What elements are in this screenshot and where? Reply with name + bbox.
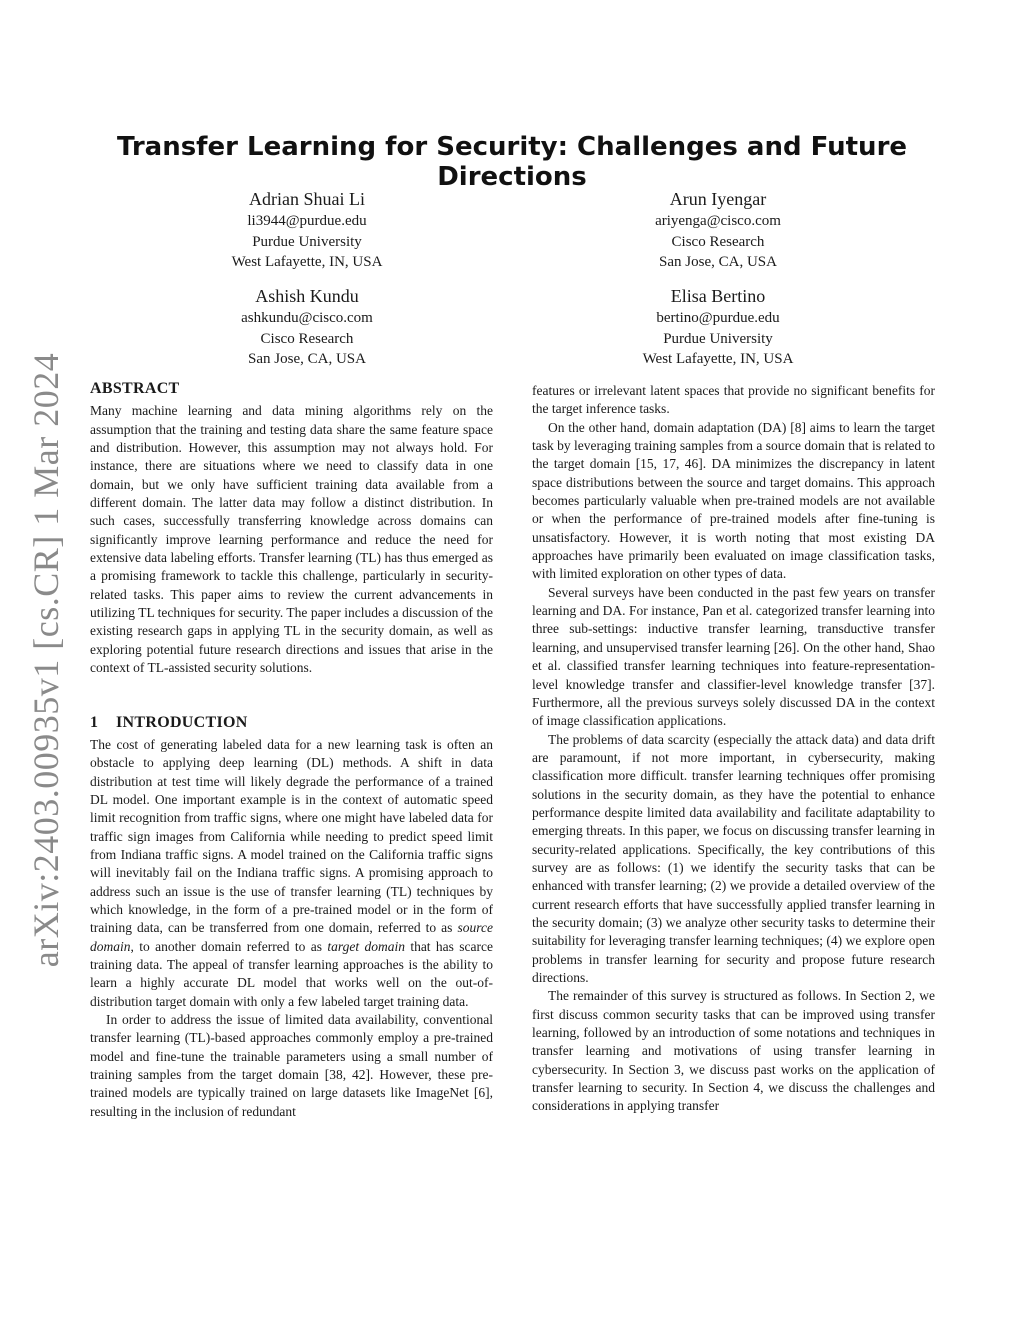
- author-name: Arun Iyengar: [669, 189, 767, 209]
- author-block: [157, 187, 457, 273]
- paragraph: features or irrelevant latent spaces that provide no significant benefits for the target inference tasks.: [532, 383, 935, 417]
- author-block: [157, 284, 457, 370]
- arxiv-stamp: [16, 352, 76, 968]
- author-location: West Lafayette, IN, USA: [642, 351, 794, 367]
- author-block: [568, 284, 868, 370]
- paragraph: Several surveys have been conducted in the past few years on transfer learning and DA. For instance, Pan et al. categorized transfer learning into three sub-settings: inductive transfer learning, transductive transfer learning, and unsupervised transfer learning [26]. On the other hand, Shao et al. classified transfer learning techniques into feature-representation-level knowledge transfer and classifier-level knowledge transfer [37]. Furthermore, all the previous surveys solely discussed DA in the context of image classification applications.: [532, 584, 935, 729]
- author-email: bertino@purdue.edu: [656, 310, 780, 326]
- left-column: [90, 380, 493, 1121]
- paragraph: The remainder of this survey is structured as follows. In Section 2, we first discuss common security tasks that can be improved using transfer learning, followed by an introduction of some notations and techniques in transfer learning and motivations of using transfer learning in cybersecurity. In Section 3, we discuss past works on the application of transfer learning to security. In Section 4, we discuss the challenges and considerations in applying transfer: [532, 988, 935, 1114]
- author-email: ariyenga@cisco.com: [655, 213, 781, 229]
- author-location: West Lafayette, IN, USA: [231, 254, 383, 270]
- author-org: Purdue University: [252, 233, 362, 250]
- paragraph: On the other hand, domain adaptation (DA) [8] aims to learn the target task by leveraging training samples from a source domain that is related to the target domain [15, 17, 46]. DA minimizes the discrepancy in latent space distributions between the source and target domains. This approach becomes particularly valuable when pre-trained models are not available or when the performance of pre-trained models after fine-tuning is unsatisfactory. However, it is worth noting that most existing DA approaches have primarily been evaluated on image classification tasks, with limited exploration on other types of data.: [532, 419, 935, 582]
- emphasis-text: source domain: [90, 920, 493, 954]
- author-email: li3944@purdue.edu: [247, 213, 367, 229]
- author-location: San Jose, CA, USA: [248, 351, 366, 367]
- intro-heading: [90, 714, 493, 732]
- author-org: Purdue University: [663, 330, 773, 347]
- body-text: The cost of generating labeled data for a new learning task is often an obstacle to applying deep learning (DL) methods. A shift in data distribution at test time will likely degrade the performance of a trained DL model. One important example is in the context of automatic speed limit recognition from traffic signs, where one might have labeled data for traffic sign images from California while needing to predict speed limit from Indiana traffic signs. A model trained on the California traffic signs will inevitably fail on the Indiana traffic signs. A promising approach to address such an issue is the use of transfer learning (TL) techniques by which knowledge, in the form of a pre-trained model or in the form of training data, can be transferred from one domain, referred to as: [90, 736, 493, 936]
- paper-title: Transfer Learning for Security: Challenges and Future Directions: [116, 132, 908, 192]
- author-name: Elisa Bertino: [670, 286, 766, 306]
- author-name: Ashish Kundu: [255, 286, 359, 306]
- emphasis-text: target domain: [327, 938, 405, 954]
- author-location: San Jose, CA, USA: [659, 254, 777, 270]
- section-title: INTRODUCTION: [116, 713, 248, 731]
- author-name: Adrian Shuai Li: [249, 189, 365, 209]
- intro-paragraph-1: [90, 736, 493, 1011]
- intro-paragraph-2: In order to address the issue of limited data availability, conventional transfer learning (TL)-based approaches commonly employ a pre-trained model and fine-tune the trainable parameters using a small number of training samples from the target domain [38, 42]. However, these pre-trained models are typically trained on large datasets like ImageNet [6], resulting in the inclusion of redundant: [90, 1012, 493, 1119]
- abstract-text: Many machine learning and data mining algorithms rely on the assumption that the training and testing data share the same feature space and distribution. However, this assumption may not always hold. For instance, there are situations where we need to classify data in one domain, but we only have sufficient training data available from a different domain. The latter data may follow a distinct distribution. In such cases, successfully transferring knowledge across domains can significantly improve learning performance and reduce the need for extensive data labeling efforts. Transfer learning (TL) has thus emerged as a promising framework to tackle this challenge, particularly in security-related tasks. This paper aims to review the current advancements in utilizing TL techniques for security. The paper includes a discussion of the existing research gaps in applying TL in the security domain, as well as exploring potential future research directions and issues that arise in the context of TL-assisted security solutions.: [90, 403, 493, 676]
- author-block: [568, 187, 868, 273]
- body-text: that has scarce training data. The appeal of transfer learning approaches is the ability to learn a highly accurate DL model that works well on the out-of-distribution target domain with only a few labeled target training data.: [90, 938, 493, 1009]
- section-number: 1: [90, 713, 99, 731]
- right-column: [532, 382, 935, 1116]
- author-email: ashkundu@cisco.com: [241, 310, 373, 326]
- paragraph: The problems of data scarcity (especially the attack data) and data drift are paramount, if not more important, in cybersecurity, making classification more difficult. transfer learning techniques offer promising solutions in the security domain, as they have the potential to enhance performance despite limited data availability and facilitate adaptability to emerging threats. In this paper, we focus on discussing transfer learning in security-related applications. Specifically, the key contributions of this survey are as follows: (1) we identify the security tasks that can be enhanced with transfer learning; (2) we provide a detailed overview of the current research efforts that have successfully applied transfer learning in the security domain; (3) we analyze other security tasks to determine their suitability for leveraging transfer learning techniques; (4) we explore open problems in transfer learning for security and propose future research directions.: [532, 731, 935, 985]
- author-org: Cisco Research: [260, 330, 354, 347]
- arxiv-stamp-text: arXiv:2403.00935v1 [cs.CR] 1 Mar 2024: [26, 352, 66, 968]
- body-text: , to another domain referred to as: [130, 938, 328, 954]
- author-org: Cisco Research: [671, 233, 765, 250]
- abstract-heading: ABSTRACT: [90, 380, 180, 397]
